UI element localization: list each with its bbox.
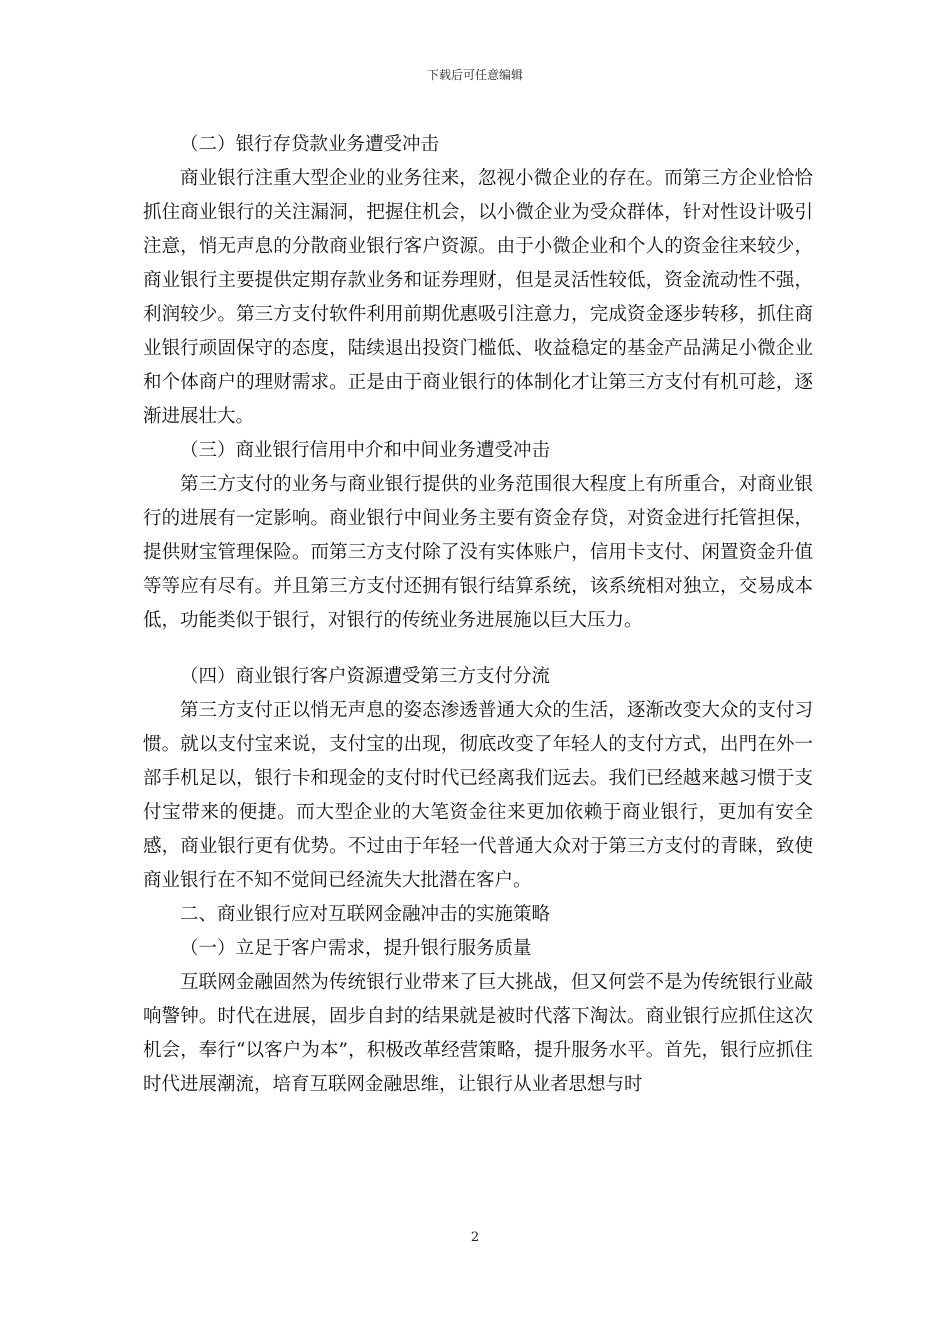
- page-header: 下载后可任意编辑: [426, 68, 523, 82]
- section-paragraph-3: 第三方支付的业务与商业银行提供的业务范围很大程度上有所重合，对商业银行的进展有一定影响。商业银行中间业务主要有资金存贷，对资金进行托管担保，提供财宝管理保险。而第三方支付除了没有实体账户，信用卡支付、闲置资金升值等等应有尽有。并且第三方支付还拥有银行结算系统，该系统相对独立，交易成本低，功能类似于银行，对银行的传统业务进展施以巨大压力。: [143, 474, 813, 631]
- section-heading-4: （四）商业银行客户资源遭受第三方支付分流: [180, 666, 551, 687]
- section-heading-3: （三）商业银行信用中介和中间业务遭受冲击: [180, 440, 551, 461]
- paragraph-spacer: [143, 638, 813, 660]
- page-number: 2: [470, 1230, 480, 1245]
- section-paragraph-2: 商业银行注重大型企业的业务往来，忽视小微企业的存在。而第三方企业恰恰抓住商业银行的关注漏洞，把握住机会，以小微企业为受众群体，针对性设计吸引注意，悄无声息的分散商业银行客户资源。由于小微企业和个人的资金往来较少，商业银行主要提供定期存款业务和证券理财，但是灵活性较低，资金流动性不强，利润较少。第三方支付软件利用前期优惠吸引注意力，完成资金逐步转移，抓住商业银行顽固保守的态度，陆续退出投资门槛低、收益稳定的基金产品满足小微企业和个体商户的理财需求。正是由于商业银行的体制化才让第三方支付有机可趁，逐渐进展壮大。: [143, 168, 813, 427]
- document-body: [143, 128, 813, 1102]
- part-heading-2: 二、商业银行应对互联网金融冲击的实施策略: [180, 904, 551, 925]
- subsection-paragraph-1: 互联网金融固然为传统银行业带来了巨大挑战，但又何尝不是为传统银行业敲响警钟。时代在进展，固步自封的结果就是被时代落下淘汰。商业银行应抓住这次机会，奉行“以客户为本”，积极改革经营策略，提升服务水平。首先，银行应抓住时代进展潮流，培育互联网金融思维，让银行从业者思想与时: [143, 972, 813, 1095]
- section-heading-2: （二）银行存贷款业务遭受冲击: [180, 134, 440, 155]
- section-paragraph-4: 第三方支付正以悄无声息的姿态渗透普通大众的生活，逐渐改变大众的支付习惯。就以支付宝来说，支付宝的出现，彻底改变了年轻人的支付方式，出門在外一部手机足以，银行卡和现金的支付时代已经离我们远去。我们已经越来越习惯于支付宝带来的便捷。而大型企业的大笔资金往来更加依赖于商业银行，更加有安全感，商业银行更有优势。不过由于年轻一代普通大众对于第三方支付的青睐，致使商业银行在不知不觉间已经流失大批潜在客户。: [143, 700, 813, 891]
- subsection-heading-1: （一）立足于客户需求，提升银行服务质量: [180, 938, 532, 959]
